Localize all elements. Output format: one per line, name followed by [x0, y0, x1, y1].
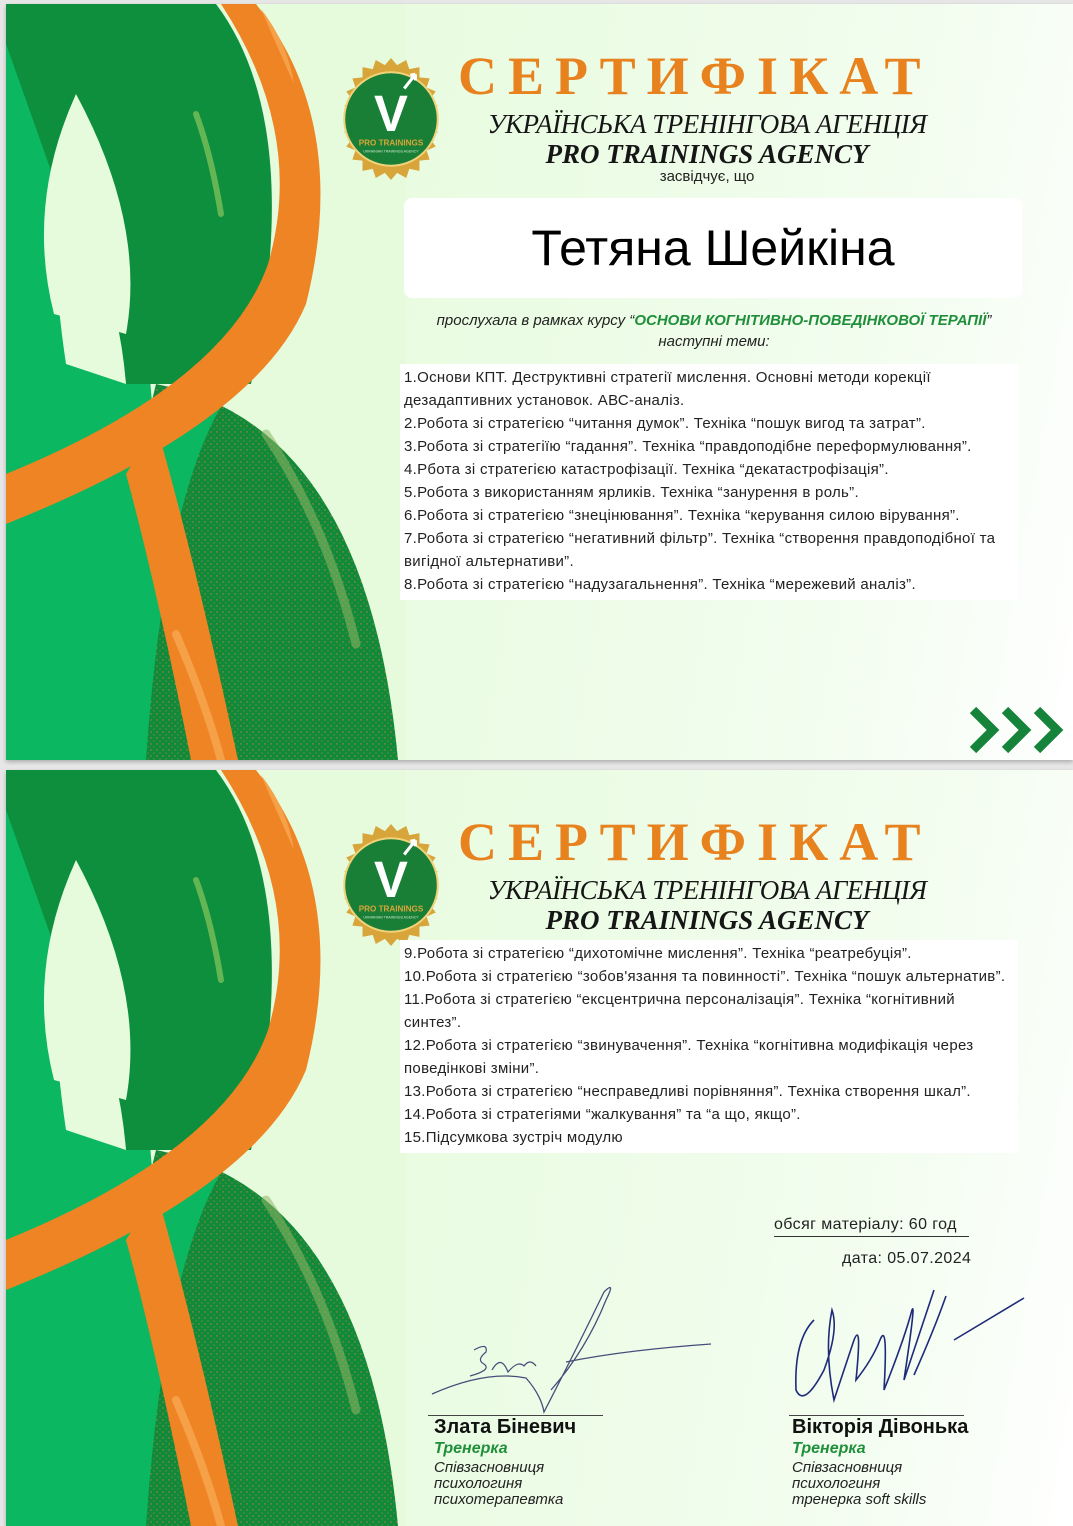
- certificate-page-2: [6, 770, 1073, 1526]
- signatory-desc-line: психологиня: [792, 1475, 881, 1492]
- issue-date: дата: 05.07.2024: [842, 1250, 972, 1267]
- pro-trainings-seal-logo: [330, 824, 452, 946]
- topic-item: 8.Робота зі стратегією “надузагальнення”. Техніка “мережевий аналіз”.: [404, 576, 916, 593]
- svg-text:PRO TRAININGS: PRO TRAININGS: [358, 904, 424, 914]
- course-statement: [406, 310, 1022, 352]
- pro-trainings-seal-logo: [330, 58, 452, 180]
- topic-item: 6.Робота зі стратегією “знецінювання”. Техніка “керування силою вірування”.: [404, 507, 960, 524]
- topic-item: 15.Підсумкова зустріч модулю: [404, 1129, 623, 1146]
- signature-image: [426, 1280, 716, 1420]
- certificate-title: СЕРТИФІКАТ: [458, 812, 932, 872]
- certificate-page-1: [6, 4, 1073, 760]
- agency-name-ukrainian: УКРАЇНСЬКА ТРЕНІНГОВА АГЕНЦІЯ: [487, 875, 927, 905]
- signatory-role: Тренерка: [792, 1440, 866, 1457]
- triple-chevron-right-icon: [969, 704, 1067, 756]
- agency-name-ukrainian: УКРАЇНСЬКА ТРЕНІНГОВА АГЕНЦІЯ: [487, 109, 927, 139]
- topic-item: 14.Робота зі стратегіями “жалкування” та “а що, якщо”.: [404, 1106, 801, 1123]
- course-suffix: ” наступні теми:: [658, 312, 992, 350]
- recipient-name-box: [404, 198, 1022, 298]
- topic-item: 9.Робота зі стратегією “дихотомічне мислення”. Техніка “реатребуція”.: [404, 945, 912, 962]
- signature-image: [784, 1280, 1044, 1420]
- svg-text:V: V: [374, 851, 408, 909]
- topics-list-part-1: [400, 364, 1018, 600]
- agency-name-english: PRO TRAININGS AGENCY: [545, 905, 869, 935]
- topic-item: 5.Робота з використанням ярликів. Техніка “занурення в роль”.: [404, 484, 859, 501]
- signatory-description: [792, 1460, 926, 1508]
- agency-name-english: PRO TRAININGS AGENCY: [545, 139, 869, 169]
- signatory-name: Вікторія Дівонька: [792, 1416, 969, 1438]
- signatory-role: Тренерка: [434, 1440, 508, 1457]
- svg-text:UKRAINIAN TRAININGS AGENCY: UKRAINIAN TRAININGS AGENCY: [363, 915, 419, 920]
- signatory-description: [434, 1460, 563, 1508]
- certifies-text: засвідчує, що: [659, 168, 755, 185]
- topic-item: 13.Робота зі стратегією “несправедливі порівняння”. Техніка створення шкал”.: [404, 1083, 971, 1100]
- topic-item: 11.Робота зі стратегією “ексцентрична персоналізація”. Техніка “когнітивний синтез”.: [404, 991, 955, 1031]
- topic-item: 2.Робота зі стратегією “читання думок”. Техніка “пошук вигод та затрат”.: [404, 415, 926, 432]
- signatory-desc-line: Співзасновниця: [792, 1459, 903, 1476]
- topic-item: 10.Робота зі стратегією “зобов'язання та повинності”. Техніка “пошук альтернатив”.: [404, 968, 1006, 985]
- topic-item: 12.Робота зі стратегією “звинувачення”. Техніка “когнітивна модифікація через поведінкові зміни”.: [404, 1037, 974, 1077]
- signatory-desc-line: психологиня: [434, 1475, 523, 1492]
- topic-item: 1.Основи КПТ. Деструктивні стратегії мислення. Основні методи корекції дезадаптивних установок. АВС-аналіз.: [404, 369, 931, 409]
- signatory-desc-line: тренерка soft skills: [792, 1491, 927, 1508]
- topics-list-part-2: [400, 940, 1018, 1153]
- topic-item: 3.Робота зі стратегіїю “гадання”. Техніка “правдоподібне переформулювання”.: [404, 438, 972, 455]
- course-prefix: прослухала в рамках курсу “: [436, 312, 635, 329]
- signatory-desc-line: Співзасновниця: [434, 1459, 545, 1476]
- topic-item: 4.Рбота зі стратегією катастрофізації. Техніка “декатастрофізація”.: [404, 461, 889, 478]
- svg-text:PRO TRAININGS: PRO TRAININGS: [358, 138, 424, 148]
- signatory-name: Злата Біневич: [434, 1416, 577, 1438]
- svg-text:V: V: [374, 85, 408, 143]
- topic-item: 7.Робота зі стратегією “негативний фільтр”. Техніка “створення правдоподібної та вигідної альтернативи”.: [404, 530, 996, 570]
- signatory-desc-line: психотерапевтка: [434, 1491, 564, 1508]
- course-volume: обсяг матеріалу: 60 год: [774, 1216, 969, 1237]
- recipient-name: Тетяна Шейкіна: [531, 220, 895, 276]
- certificate-title: СЕРТИФІКАТ: [458, 46, 932, 106]
- course-name: ОСНОВИ КОГНІТИВНО-ПОВЕДІНКОВОЇ ТЕРАПІЇ: [634, 312, 987, 329]
- svg-text:UKRAINIAN TRAININGS AGENCY: UKRAINIAN TRAININGS AGENCY: [363, 149, 419, 154]
